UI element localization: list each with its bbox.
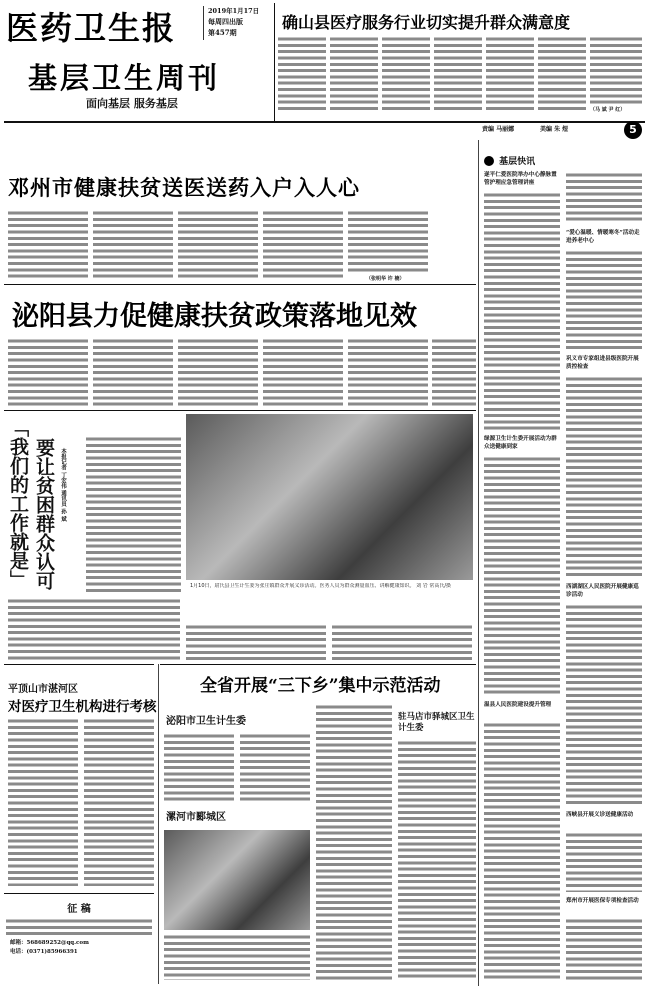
issue-number: 第457期 [208,28,237,37]
sidebar-title-badge [484,150,544,167]
top-story-body-col7 [590,36,642,104]
biyang-col1 [164,733,234,801]
biyang-col2 [240,733,310,801]
supplement-slogan: 面向基层 服务基层 [86,97,178,110]
logo-text: 医药卫生报 [6,9,177,47]
sidebar-item-4: 温县人民医院建设提升管理 [484,702,552,708]
second-story-col5 [348,338,428,408]
sidebar-item-5-body [566,604,642,804]
sidebar-item-6-body [484,456,560,696]
photo-below-col1 [186,624,326,660]
top-story-body-col2 [330,36,378,112]
classified-body [6,918,152,936]
top-story-rule [274,3,275,121]
sidebar-title: 基层快讯 [499,157,536,167]
sidebar-item-8: 郑州市开展医保专项检查活动 [566,898,639,904]
page-number-badge [624,121,642,139]
second-story-col2 [93,338,173,408]
center-col1 [316,704,392,980]
pingdingshan-col2 [84,718,154,886]
main-story-col4 [263,210,343,280]
second-story-col1 [8,338,88,408]
top-story-byline: （马 斌 尹 红） [590,107,626,113]
vertical-story-bottom [8,598,180,660]
vertical-story-col1 [86,436,181,592]
classified-title: 征 稿 [67,904,91,915]
bottom-left-rule [4,664,154,665]
main-story-divider [4,284,476,285]
second-story-col3 [178,338,258,408]
top-story-body-col1 [278,36,326,112]
sidebar-item-1: 遂平仁爱医院举办中心静脉置管护理应急管理讲座 [484,172,557,186]
main-story-col3 [178,210,258,280]
second-story-col6 [432,338,476,408]
main-story-byline: （张明华 许 楠） [366,276,405,282]
zhumadian-subhead: 驻马店市驿城区卫生计生委 [398,712,475,733]
header-rule [4,121,645,123]
sidebar-item-4-body [484,722,560,980]
classified-email: 邮箱：568689252@qq.com [10,940,89,946]
second-story-divider [4,410,476,411]
sidebar-item-7: 西峡县开展义诊送健康活动 [566,812,634,818]
main-story-headline: 邓州市健康扶贫送医送药入户入人心 [8,175,360,200]
main-story-col5 [348,210,428,274]
sidebar-item-5: 西湖湖区人民医院开展健康巡诊活动 [566,584,639,598]
sidebar-badge-icon [484,156,494,166]
top-story-body-col6 [538,36,586,112]
top-story-body-col5 [486,36,534,112]
sidebar-col2-top [566,172,642,222]
luohe-photo [164,830,310,930]
sidebar-item-2: “爱心温暖、情暖寒冬”活动走进养老中心 [566,230,640,244]
page-number: 5 [629,123,637,136]
sidebar-vrule [478,140,479,986]
supplement-title: 基层卫生周刊 [28,61,221,95]
sidebar-item-3: 巩义市专家组进县级医院开展质控检查 [566,356,639,370]
banner-headline: 全省开展“三下乡”集中示范活动 [200,676,441,696]
vertical-title-byline: 本报记者 丁宏伟 通讯员 孙 斌 [60,448,66,522]
editor-credit: 责编 马丽娜 [482,126,515,133]
zhumadian-box [398,712,476,734]
top-story-body-col4 [434,36,482,112]
second-story-headline: 泌阳县力促健康扶贫政策落地见效 [12,301,417,332]
logo [6,8,196,48]
main-story-col2 [93,210,173,280]
top-story-body-col3 [382,36,430,112]
issue-weekday: 每周四出版 [208,17,243,26]
issue-date: 2019年1月17日 [208,7,260,15]
sidebar-item-7-body [566,832,642,892]
vertical-title-col2: 「我们的工作就是」 [7,418,29,589]
pingdingshan-col1 [8,718,78,886]
sidebar-item-1-body [484,192,560,432]
sidebar-item-3-body [566,376,642,576]
designer-credit: 美编 朱 煜 [540,126,569,133]
luohe-subhead: 漯河市郾城区 [166,812,226,823]
sidebar-item-2-body [566,250,642,350]
luohe-photo-caption [164,934,310,980]
zhumadian-col1 [398,740,476,980]
pingdingshan-kicker: 平顶山市湛河区 [8,684,78,695]
second-story-col4 [263,338,343,408]
main-photo [186,414,473,580]
top-story-headline: 确山县医疗服务行业切实提升群众满意度 [282,13,571,32]
main-story-col1 [8,210,88,280]
pingdingshan-headline: 对医疗卫生机构进行考核 [8,699,157,715]
biyang-subhead: 泌阳市卫生计生委 [166,716,246,727]
classified-phone: 电话：(0371)85966391 [10,949,78,955]
photo-below-col2 [332,624,472,660]
classified-box [4,893,154,984]
banner-vrule [158,664,159,984]
issue-box [203,6,264,40]
main-photo-caption: 1月10日，尉氏县卫生计生委为张庄镇群众开展义诊活动。医务人员为群众测量血压、讲解健康知识。 刘 岩 常高氏/摄 [190,583,452,589]
sidebar-item-6: 绿源卫生计生委开展活动为群众送健康到家 [484,436,557,450]
vertical-title-col1: 要让贫困群众认可 [33,438,55,590]
sidebar-item-8-body [566,918,642,980]
banner-rule [160,664,476,665]
